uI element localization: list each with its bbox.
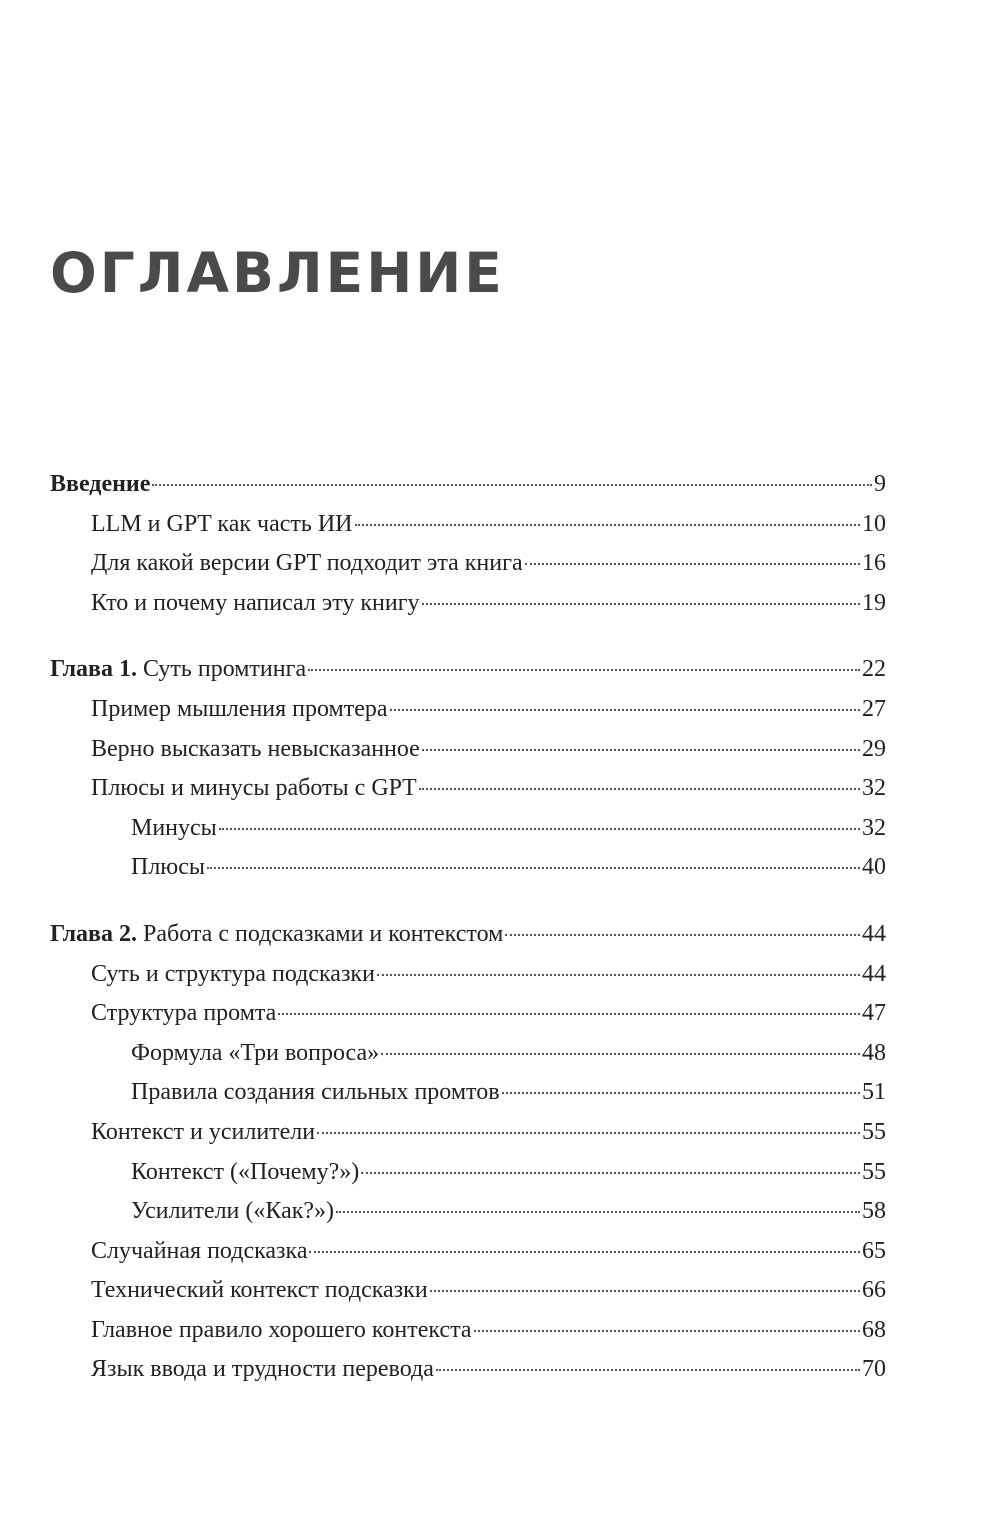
dot-leader <box>474 1330 860 1332</box>
toc-page-number: 65 <box>862 1237 886 1264</box>
toc-entry-title <box>131 1072 500 1112</box>
toc-page-number: 47 <box>862 1000 886 1027</box>
dot-leader <box>422 749 860 751</box>
dot-leader <box>377 974 860 976</box>
toc-chapter-entry[interactable] <box>50 649 886 689</box>
toc-entry-text: Главное правило хорошего контекста <box>91 1316 472 1343</box>
toc-page-number: 9 <box>874 471 886 497</box>
toc-page-number: 27 <box>862 695 886 722</box>
toc-section <box>50 914 886 1389</box>
toc-entry[interactable] <box>50 1112 886 1152</box>
toc-entry-title <box>50 914 503 954</box>
toc-entry[interactable] <box>50 1270 886 1310</box>
toc-chapter-label: Глава 1. <box>50 656 137 683</box>
dot-leader <box>355 524 861 526</box>
dot-leader <box>502 1092 860 1094</box>
dot-leader <box>525 563 860 565</box>
toc-entry[interactable] <box>50 729 886 769</box>
toc-entry[interactable] <box>50 543 886 583</box>
toc-entry-title <box>131 1152 359 1192</box>
toc-entry-title <box>91 689 388 729</box>
page-title: ОГЛАВЛЕНИЕ <box>50 241 505 305</box>
toc-entry-text: Работа с подсказками и контекстом <box>143 920 504 947</box>
toc-entry[interactable] <box>50 768 886 808</box>
toc-entry[interactable] <box>50 954 886 994</box>
toc-entry-text: Формула «Три вопроса» <box>131 1039 380 1066</box>
toc-chapter-entry[interactable] <box>50 914 886 954</box>
toc-entry-text: LLM и GPT как часть ИИ <box>91 510 353 537</box>
toc-entry-title <box>91 1112 315 1152</box>
dot-leader <box>422 603 860 605</box>
toc-page-number: 51 <box>862 1079 886 1106</box>
toc-page-number: 10 <box>862 510 886 537</box>
toc-page-number: 44 <box>862 920 886 947</box>
toc-page-number: 16 <box>862 550 886 577</box>
toc-entry-title <box>131 847 205 887</box>
dot-leader <box>361 1172 860 1174</box>
dot-leader <box>381 1053 860 1055</box>
toc-entry-title <box>91 729 420 769</box>
toc-page-number: 48 <box>862 1039 886 1066</box>
toc-entry-text: Технический контекст подсказки <box>91 1277 428 1304</box>
toc-chapter-label: Введение <box>50 471 151 497</box>
toc-entry[interactable] <box>50 1349 886 1389</box>
toc-page-number: 55 <box>862 1118 886 1145</box>
toc-entry[interactable] <box>50 1072 886 1112</box>
toc-entry-text: Язык ввода и трудности перевода <box>91 1356 434 1383</box>
toc-page-number: 70 <box>862 1356 886 1383</box>
toc-entry[interactable] <box>50 1231 886 1271</box>
toc-entry[interactable] <box>50 1152 886 1192</box>
toc-entry-title <box>91 1310 472 1350</box>
toc-entry-text: Пример мышления промтера <box>91 695 388 722</box>
toc-entry-text: Для какой версии GPT подходит эта книга <box>91 550 523 577</box>
toc-entry-text: Случайная подсказка <box>91 1237 308 1264</box>
dot-leader <box>207 867 860 869</box>
toc-entry-text: Верно высказать невысказанное <box>91 735 420 762</box>
toc-entry-title <box>131 1033 379 1073</box>
toc-entry-title <box>131 808 217 848</box>
toc-page-number: 66 <box>862 1277 886 1304</box>
dot-leader <box>505 934 860 936</box>
toc-entry-text: Суть промтинга <box>143 656 307 683</box>
toc-entry-title <box>91 1231 307 1271</box>
toc-page-number: 19 <box>862 589 886 616</box>
toc-page-number: 44 <box>862 960 886 987</box>
dot-leader <box>152 484 872 486</box>
toc-entry-title <box>91 583 420 623</box>
toc-entry-title <box>91 1349 434 1389</box>
dot-leader <box>436 1369 860 1371</box>
toc-entry[interactable] <box>50 689 886 729</box>
toc-page-number: 68 <box>862 1316 886 1343</box>
toc-entry[interactable] <box>50 583 886 623</box>
toc-entry-text: Структура промта <box>91 1000 277 1027</box>
toc-entry-text: Минусы <box>131 814 217 841</box>
toc-entry-text: Правила создания сильных промтов <box>131 1079 500 1106</box>
dot-leader <box>317 1132 860 1134</box>
toc-entry[interactable] <box>50 1310 886 1350</box>
toc-page-number: 58 <box>862 1198 886 1225</box>
table-of-contents <box>50 464 886 1416</box>
toc-page-number: 55 <box>862 1158 886 1185</box>
toc-entry-text: Усилители («Как?») <box>131 1198 335 1225</box>
toc-section <box>50 649 886 887</box>
toc-entry[interactable] <box>50 993 886 1033</box>
dot-leader <box>219 828 860 830</box>
toc-page-number: 32 <box>862 775 886 802</box>
toc-entry-title <box>50 464 150 504</box>
dot-leader <box>309 1251 860 1253</box>
toc-entry-title <box>91 543 523 583</box>
dot-leader <box>336 1211 860 1213</box>
toc-entry-title <box>91 993 276 1033</box>
toc-entry-text: Суть и структура подсказки <box>91 960 375 987</box>
dot-leader <box>430 1290 860 1292</box>
dot-leader <box>419 788 860 790</box>
toc-entry-text: Плюсы и минусы работы с GPT <box>91 775 417 802</box>
toc-entry[interactable] <box>50 1191 886 1231</box>
toc-entry[interactable] <box>50 504 886 544</box>
toc-entry-title <box>91 954 375 994</box>
toc-section <box>50 464 886 622</box>
toc-entry-title <box>50 649 306 689</box>
toc-entry-title <box>91 768 417 808</box>
toc-entry[interactable] <box>50 808 886 848</box>
toc-chapter-entry[interactable] <box>50 464 886 504</box>
toc-entry[interactable] <box>50 1033 886 1073</box>
toc-chapter-label: Глава 2. <box>50 920 137 947</box>
toc-entry-title <box>91 1270 428 1310</box>
toc-entry-title <box>131 1191 334 1231</box>
toc-entry-text: Плюсы <box>131 854 206 881</box>
toc-entry-text: Контекст («Почему?») <box>131 1158 360 1185</box>
toc-page-number: 40 <box>862 854 886 881</box>
toc-entry-text: Кто и почему написал эту книгу <box>91 589 420 616</box>
toc-page-number: 29 <box>862 735 886 762</box>
dot-leader <box>390 709 860 711</box>
toc-page-number: 32 <box>862 814 886 841</box>
toc-page-number: 22 <box>862 656 886 683</box>
toc-entry-title <box>91 504 353 544</box>
toc-entry-text: Контекст и усилители <box>91 1118 316 1145</box>
dot-leader <box>308 669 860 671</box>
toc-entry[interactable] <box>50 847 886 887</box>
dot-leader <box>278 1013 860 1015</box>
